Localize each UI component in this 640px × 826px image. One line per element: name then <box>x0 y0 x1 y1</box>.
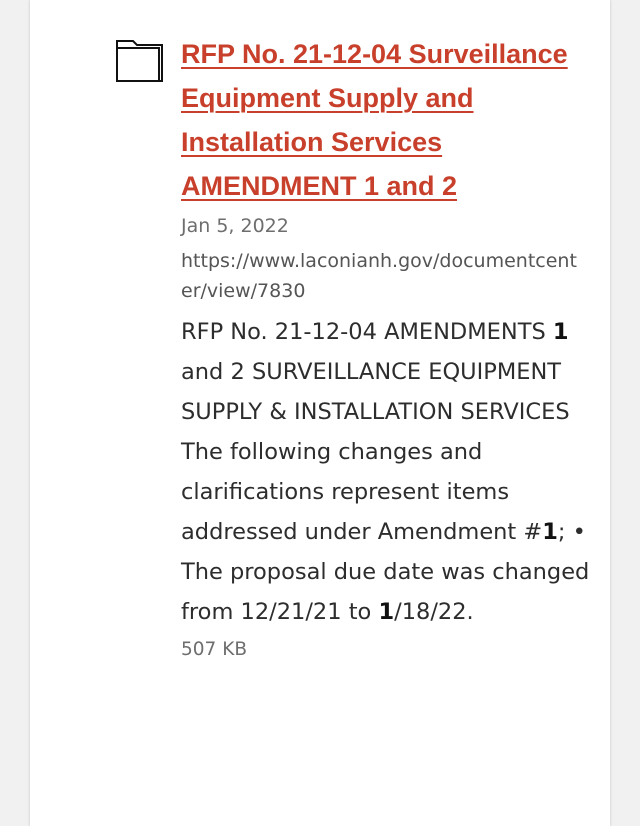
snippet-text: /18/22. <box>394 599 474 625</box>
snippet-text: RFP No. 21-12-04 AMENDMENTS <box>181 319 553 345</box>
search-result-card <box>30 0 610 826</box>
snippet-highlight: 1 <box>542 519 558 545</box>
result-date: Jan 5, 2022 <box>181 215 289 237</box>
result-content <box>181 32 591 668</box>
snippet-highlight: 1 <box>378 599 395 625</box>
snippet-text: and 2 SURVEILLANCE EQUIPMENT SUPPLY & INSTALLATION SERVICES The following changes and clarifications represent items addressed under Amendment # <box>181 359 570 545</box>
result-title-link[interactable]: RFP No. 21-12-04 Surveillance Equipment Supply and Installation Services AMENDMENT 1 and 2 <box>181 39 568 201</box>
snippet-highlight: 1 <box>552 319 569 345</box>
file-size: 507 KB <box>181 639 248 660</box>
result-snippet <box>181 312 593 632</box>
snippet-text: ; • The proposal due date was changed from 12/21/21 to <box>181 519 590 625</box>
result-url: https://www.laconianh.gov/documentcenter/view/7830 <box>181 250 577 302</box>
folder-icon <box>115 39 165 83</box>
